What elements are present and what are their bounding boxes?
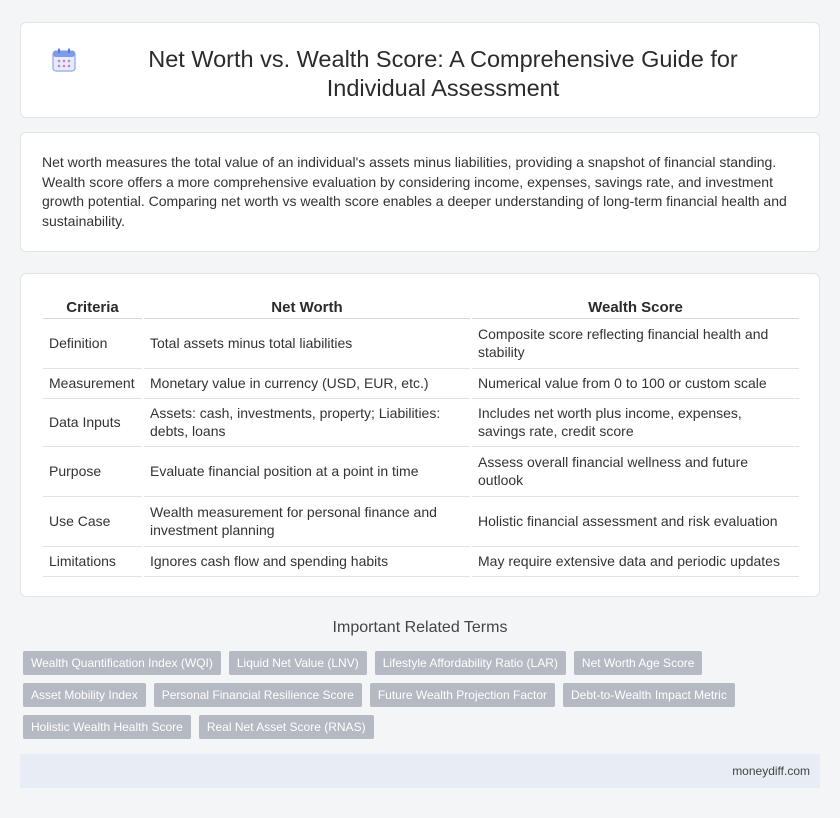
cell-wealth-score: Numerical value from 0 to 100 or custom scale [471, 368, 799, 398]
cell-criteria: Definition [43, 318, 143, 368]
intro-card [20, 132, 820, 252]
table-row [43, 546, 799, 576]
cell-criteria: Limitations [43, 546, 143, 576]
related-term-tag[interactable]: Real Net Asset Score (RNAS) [199, 715, 374, 739]
cell-net-worth: Monetary value in currency (USD, EUR, etc.) [143, 368, 471, 398]
comparison-table [43, 292, 799, 577]
related-term-tag[interactable]: Lifestyle Affordability Ratio (LAR) [375, 651, 566, 675]
related-term-tag[interactable]: Wealth Quantification Index (WQI) [23, 651, 221, 675]
related-term-tag[interactable]: Debt-to-Wealth Impact Metric [563, 683, 735, 707]
table-row [43, 446, 799, 496]
footer [20, 754, 820, 788]
intro-paragraph: Net worth measures the total value of an individual's assets minus liabilities, providing a snapshot of financial standing. Wealth score offers a more comprehensive evaluation by considering income, expenses, savings rate, and investment growth potential. Comparing net worth vs wealth score enables a deeper understanding of long-term financial health and sustainability. [42, 154, 787, 229]
table-row [43, 398, 799, 446]
cell-criteria: Purpose [43, 446, 143, 496]
related-terms-title: Important Related Terms [332, 619, 508, 636]
related-term-tag[interactable]: Future Wealth Projection Factor [370, 683, 555, 707]
header-criteria: Criteria [43, 292, 143, 318]
cell-wealth-score: Assess overall financial wellness and future outlook [471, 446, 799, 496]
cell-net-worth: Assets: cash, investments, property; Liabilities: debts, loans [143, 398, 471, 446]
cell-net-worth: Evaluate financial position at a point in time [143, 446, 471, 496]
related-term-tag[interactable]: Asset Mobility Index [23, 683, 146, 707]
cell-net-worth: Total assets minus total liabilities [143, 318, 471, 368]
related-term-tag[interactable]: Liquid Net Value (LNV) [229, 651, 367, 675]
related-term-tag[interactable]: Net Worth Age Score [574, 651, 703, 675]
cell-criteria: Data Inputs [43, 398, 143, 446]
related-term-tag[interactable]: Personal Financial Resilience Score [154, 683, 362, 707]
cell-criteria: Measurement [43, 368, 143, 398]
related-term-tag[interactable]: Holistic Wealth Health Score [23, 715, 191, 739]
header-net-worth: Net Worth [143, 292, 471, 318]
page-title: Net Worth vs. Wealth Score: A Comprehensive Guide for Individual Assessment [148, 46, 738, 101]
table-row [43, 368, 799, 398]
cell-criteria: Use Case [43, 496, 143, 546]
cell-wealth-score: Composite score reflecting financial health and stability [471, 318, 799, 368]
header-card [20, 22, 820, 118]
calendar-icon [51, 47, 77, 73]
table-row [43, 496, 799, 546]
cell-net-worth: Wealth measurement for personal finance and investment planning [143, 496, 471, 546]
header-wealth-score: Wealth Score [471, 292, 799, 318]
cell-wealth-score: May require extensive data and periodic updates [471, 546, 799, 576]
cell-wealth-score: Includes net worth plus income, expenses, savings rate, credit score [471, 398, 799, 446]
cell-wealth-score: Holistic financial assessment and risk evaluation [471, 496, 799, 546]
related-terms-list [23, 651, 813, 739]
footer-site-link[interactable]: moneydiff.com [732, 764, 810, 778]
table-row [43, 318, 799, 368]
cell-net-worth: Ignores cash flow and spending habits [143, 546, 471, 576]
table-header-row [43, 292, 799, 318]
comparison-table-card [20, 273, 820, 597]
